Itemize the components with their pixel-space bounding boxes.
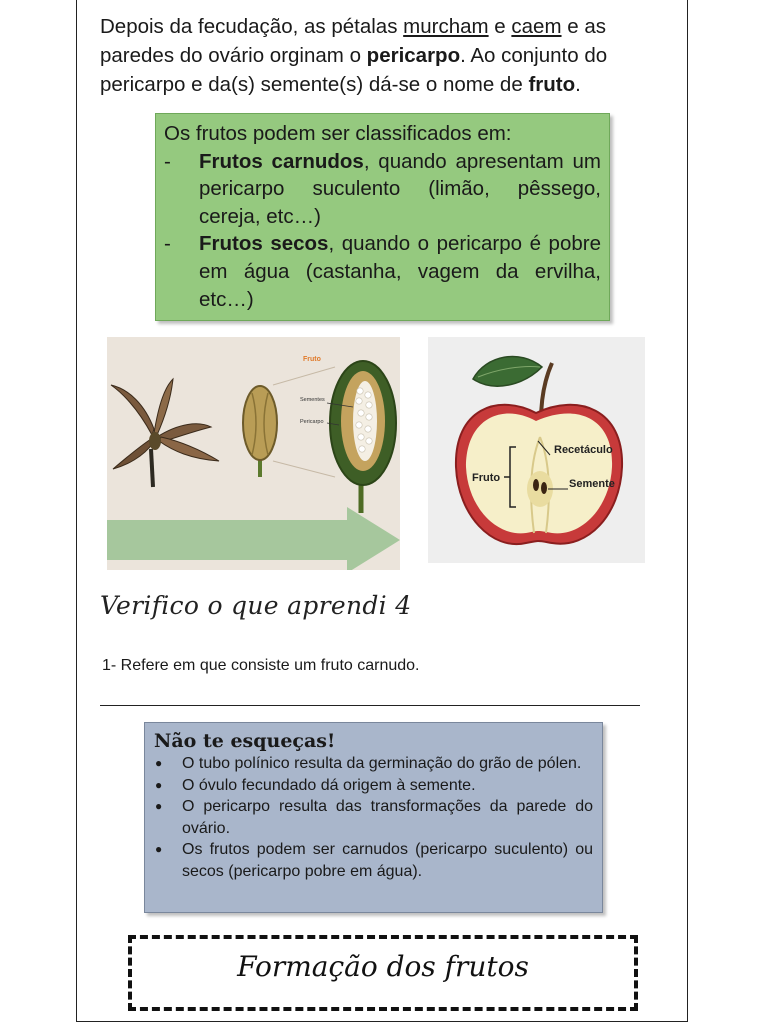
question-1: 1- Refere em que consiste um fruto carnudo. (102, 657, 420, 674)
classification-list (164, 148, 601, 314)
reminder-title: Não te esqueças! (154, 730, 336, 752)
underlined-caem: caem (511, 15, 562, 38)
underlined-murcham: murcham (403, 15, 489, 38)
list-item-fleshy-fruits: - Frutos carnudos, quando apresentam um pericarpo suculento (limão, pêssego, cereja, etc…) (164, 149, 601, 228)
list-item: ● O óvulo fecundado dá origem à semente. (154, 775, 593, 797)
list-item-dry-fruits: - Frutos secos, quando o pericarpo é pobre em água (castanha, vagem da ervilha, etc…) (164, 232, 601, 311)
classification-box (155, 113, 610, 321)
flower-to-fruit-illustration (107, 337, 400, 570)
reminder-box (144, 722, 603, 913)
apple-illustration (428, 337, 645, 563)
list-item: ● O tubo polínico resulta da germinação do grão de pólen. (154, 753, 593, 775)
list-item: ● O pericarpo resulta das transformações da parede do ovário. (155, 798, 593, 837)
apple-cross-section-figure (428, 337, 645, 563)
bullet-icon: ● (155, 756, 163, 770)
classification-lead: Os frutos podem ser classificados em: (164, 122, 512, 145)
answer-line[interactable] (100, 705, 640, 706)
section-heading-verifico: Verifico o que aprendi 4 (100, 591, 412, 620)
term-pericarpo: pericarpo (366, 44, 461, 67)
term-fruto: fruto (528, 73, 576, 96)
intro-paragraph: Depois da fecudação, as pétalas murcham e caem e as paredes do ovário orginam o pericarpo. Ao conjunto do pericarpo e da(s) semente(s) dá-se o nome de fruto. (100, 15, 608, 96)
bullet-icon: ● (155, 777, 163, 792)
bullet-icon: ● (155, 799, 163, 813)
figure-label-sementes: Sementes (300, 397, 325, 403)
figure-label-semente: Semente (569, 478, 615, 490)
bullet-icon: ● (155, 842, 163, 856)
figure-label-pericarpo: Pericarpo (300, 419, 324, 425)
flower-to-fruit-figure (107, 337, 400, 570)
figure-label-fruto: Fruto (303, 356, 321, 363)
figure-label-fruto-apple: Fruto (472, 472, 501, 484)
figure-label-recetaculo: Recetáculo (554, 444, 613, 456)
section-title: Formação dos frutos (237, 950, 529, 983)
list-item: ● Os frutos podem ser carnudos (pericarpo suculento) ou secos (pericarpo pobre em água). (155, 841, 593, 880)
reminder-list (154, 753, 593, 882)
